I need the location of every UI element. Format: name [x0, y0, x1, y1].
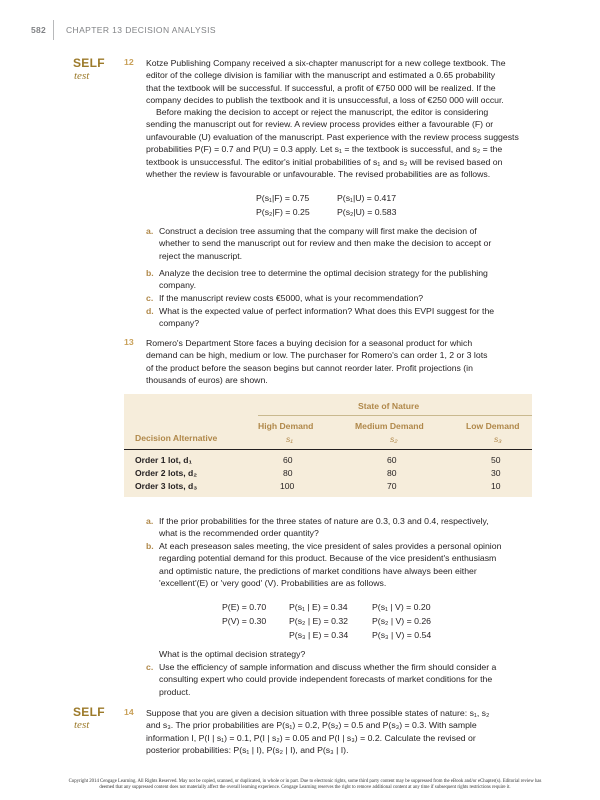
text-line: 'excellent'(E) or 'very good' (V). Probabilities are as follows. [159, 578, 387, 589]
q13-item-a [146, 515, 546, 541]
text-line: sending the manuscript out for review. A review process provides either a favourable (F) or [146, 119, 494, 130]
col-medium-demand: Medium Demand [355, 421, 424, 431]
state-of-nature-header: State of Nature [358, 401, 420, 411]
item-label: a. [146, 226, 154, 236]
cell-d3-s2: 70 [387, 481, 397, 491]
text-line: of the product before the season begins but cannot reorder later. Profit projections (in [146, 362, 473, 373]
item-label: b. [146, 541, 154, 551]
q12-item-c [146, 292, 546, 305]
prob-s2-f: P(s₂|F) = 0.25 [256, 207, 310, 217]
cell-d2-s1: 80 [283, 468, 293, 478]
text-line: textbook is unsuccessful. The editor's initial probabilities of s₁ and s₂ will be revised based on [146, 156, 503, 167]
cell-d1-s1: 60 [283, 455, 293, 465]
question-number-12: 12 [124, 57, 134, 67]
cell-d3-s1: 100 [280, 481, 295, 491]
text-line: that the textbook will be successful. If successful, a profit of €750 000 will be realized. If the [146, 82, 496, 93]
col-high-demand: High Demand [258, 421, 314, 431]
cell-d2-s2: 80 [387, 468, 397, 478]
q12-para2 [146, 106, 546, 180]
col-sym-s2: s₂ [390, 434, 398, 444]
text-line: demand can be high, medium or low. The purchaser for Romero's can order 1, 2 or 3 lots [146, 350, 488, 361]
chapter-title: CHAPTER 13 DECISION ANALYSIS [66, 25, 216, 35]
text-line: company decides to publish the textbook and it is unsuccessful, a loss of €250 000 will occur. [146, 95, 504, 106]
item-label: a. [146, 516, 154, 526]
text-line: unfavourable (U) evaluation of the manuscript. Past experience with the review process suggests [146, 131, 519, 142]
row-label-d1: Order 1 lot, d₁ [135, 455, 193, 465]
text-line: regarding potential demand for this product. Because of the vice president's enthusiasm [159, 553, 497, 564]
text-line: Construct a decision tree assuming that the company will first make the decision of [159, 226, 477, 236]
prob-s2-e: P(s₂ | E) = 0.32 [289, 616, 348, 626]
q12-item-a [146, 225, 546, 265]
prob-e: P(E) = 0.70 [222, 602, 267, 612]
text-line: whether to send the manuscript out for review and then make the decision to accept or [159, 238, 492, 249]
cell-d1-s2: 60 [387, 455, 397, 465]
footer-line: deemed that any suppressed content does not materially affect the overall learning experience. Cengage Learning reserves the right to remove additional content at any time if subsequent rights restrictions require it. [99, 785, 511, 790]
text-line: thousands of euros) are shown. [146, 375, 268, 386]
text-line: consulting expert who could provide independent forecasts of market conditions for the [159, 674, 493, 685]
question-number-13: 13 [124, 337, 134, 347]
copyright-footer [40, 779, 570, 791]
col-low-demand: Low Demand [466, 421, 520, 431]
self-test-label-italic: test [74, 719, 90, 731]
text-line: probabilities P(F) = 0.7 and P(U) = 0.3 apply. Let s₁ = the textbook is successful, and s₂ = the [146, 144, 503, 155]
text-line: Romero's Department Store faces a buying decision for a seasonal product for which [146, 338, 473, 348]
q14-text [146, 707, 546, 757]
prob-s3-e: P(s₃ | E) = 0.34 [289, 630, 349, 640]
text-line: what is the recommended order quantity? [159, 528, 319, 539]
text-line: Before making the decision to accept or reject the manuscript, the editor is considering [156, 107, 489, 117]
text-line: company? [159, 318, 200, 329]
q12-item-d [146, 305, 546, 331]
text-line: Suppose that you are given a decision situation with three possible states of nature: s₁, s₂ [146, 708, 490, 718]
prob-s1-e: P(s₁ | E) = 0.34 [289, 602, 348, 612]
self-test-label-italic: test [74, 70, 90, 82]
text-line: and optimistic nature, the predictions of market conditions have always been either [159, 565, 477, 576]
question-number-14: 14 [124, 707, 134, 717]
text-line: information I, P(I | s₁) = 0.1, P(I | s₂) = 0.05 and P(I | s₃) = 0.2. Calculate the revised or [146, 732, 476, 743]
q12-para1 [146, 57, 546, 107]
q13-item-b [146, 540, 546, 592]
q12-item-b [146, 267, 546, 293]
page-number: 582 [31, 25, 47, 35]
text-line: At each preseason sales meeting, the vice president of sales provides a personal opinion [159, 541, 502, 551]
cell-d3-s3: 10 [491, 481, 501, 491]
prob-s2-v: P(s₂ | V) = 0.26 [372, 616, 431, 626]
header-divider [53, 20, 54, 40]
q13-intro [146, 337, 546, 387]
prob-s1-f: P(s₁|F) = 0.75 [256, 193, 310, 203]
table-rule [124, 449, 532, 450]
header-rule [258, 415, 532, 416]
text-line: If the prior probabilities for the three states of nature are 0.3, 0.3 and 0.4, respectively, [159, 516, 489, 526]
item-label: c. [146, 293, 154, 303]
q13-optimal-strategy: What is the optimal decision strategy? [159, 649, 306, 659]
self-test-label: SELF [73, 705, 105, 719]
text-line: and s₃. The prior probabilities are P(s₁) = 0.2, P(s₂) = 0.5 and P(s₃) = 0.3. With sample [146, 720, 477, 731]
text-line: reject the manuscript. [159, 250, 243, 261]
text-line: posterior probabilities: P(s₁ | I), P(s₂ | I), and P(s₃ | I). [146, 745, 349, 756]
col-decision-alternative: Decision Alternative [135, 433, 218, 443]
text-line: Use the efficiency of sample information and discuss whether the firm should consider a [159, 662, 497, 672]
prob-s1-v: P(s₁ | V) = 0.20 [372, 602, 431, 612]
item-label: d. [146, 306, 154, 316]
q13-item-c [146, 661, 546, 701]
item-label: b. [146, 268, 154, 278]
text-line: product. [159, 686, 191, 697]
prob-s2-u: P(s₂|U) = 0.583 [337, 207, 397, 217]
cell-d2-s3: 30 [491, 468, 501, 478]
row-label-d2: Order 2 lots, d₂ [135, 468, 198, 478]
col-sym-s3: s₃ [494, 434, 502, 444]
row-label-d3: Order 3 lots, d₃ [135, 481, 198, 491]
item-label: c. [146, 662, 154, 672]
prob-s3-v: P(s₃ | V) = 0.54 [372, 630, 432, 640]
col-sym-s1: s₁ [286, 434, 294, 444]
self-test-label: SELF [73, 56, 105, 70]
text-line: Analyze the decision tree to determine the optimal decision strategy for the publishing [159, 268, 488, 278]
running-header [0, 18, 600, 38]
text-line: What is the expected value of perfect information? What does this EVPI suggest for the [159, 306, 495, 316]
text-line: editor of the college division is familiar with the manuscript and estimated a 0.65 probability [146, 70, 496, 81]
text-line: company. [159, 280, 197, 291]
prob-v: P(V) = 0.30 [222, 616, 267, 626]
text-line: whether the review is favourable or unfavourable. The revised probabilities are as follows. [146, 169, 491, 180]
text-line: Kotze Publishing Company received a six-chapter manuscript for a new college textbook. The [146, 58, 506, 68]
prob-s1-u: P(s₁|U) = 0.417 [337, 193, 397, 203]
text-line: If the manuscript review costs €5000, what is your recommendation? [159, 293, 424, 303]
cell-d1-s3: 50 [491, 455, 501, 465]
footer-line: Copyright 2014 Cengage Learning. All Rights Reserved. May not be copied, scanned, or duplicated, in whole or in part. Due to electronic rights, some third party content may be suppressed from the eBook and/or eChapter(s). Editorial review has [68, 779, 542, 784]
